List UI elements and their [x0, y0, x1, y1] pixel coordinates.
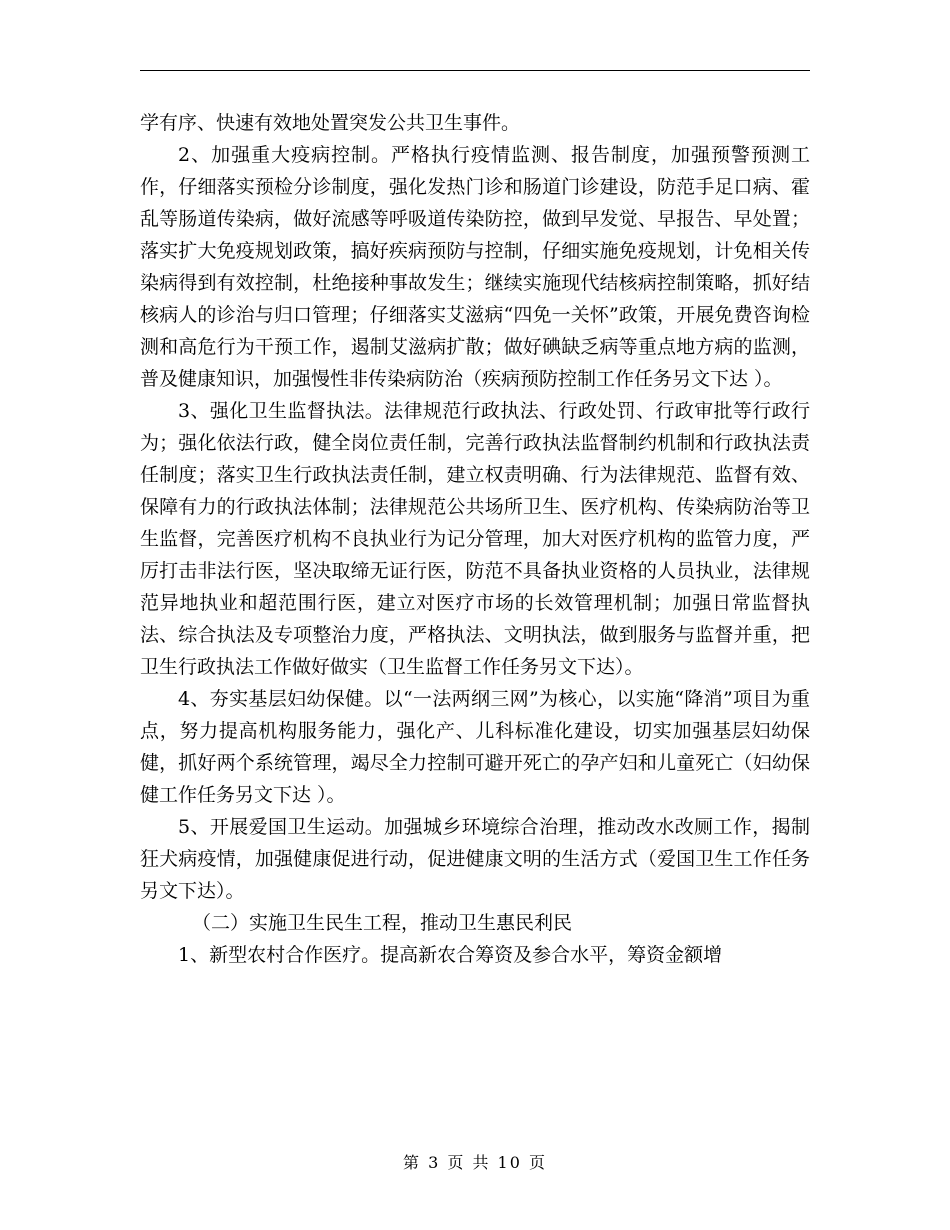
section-heading: （二）实施卫生民生工程，推动卫生惠民利民	[192, 912, 573, 934]
page-number: 第 3 页 共 10 页	[403, 1153, 547, 1172]
body-text	[140, 107, 810, 971]
paragraph-maternal-child-health: 4、夯实基层妇幼保健。以“一法两纲三网”为核心，以实施“降消”项目为重点，努力提高机构服务能力，强化产、儿科标准化建设，切实加强基层妇幼保健，抓好两个系统管理，竭尽全力控制可避开死亡的孕产妇和儿童死亡（妇幼保健工作任务另文下达 ）。	[140, 688, 810, 806]
paragraph-disease-control: 2、加强重大疫病控制。严格执行疫情监测、报告制度，加强预警预测工作，仔细落实预检分诊制度，强化发热门诊和肠道门诊建设，防范手足口病、霍乱等肠道传染病，做好流感等呼吸道传染防控，做到早发觉、早报告、早处置；落实扩大免疫规划政策，搞好疾病预防与控制，仔细实施免疫规划，计免相关传染病得到有效控制，杜绝接种事故发生；继续实施现代结核病控制策略，抓好结核病人的诊治与归口管理；仔细落实艾滋病“四免一关怀”政策，开展免费咨询检测和高危行为干预工作，遏制艾滋病扩散；做好碘缺乏病等重点地方病的监测，普及健康知识，加强慢性非传染病防治（疾病预防控制工作任务另文下达 ）。	[140, 144, 810, 390]
paragraph-patriotic-health: 5、开展爱国卫生运动。加强城乡环境综合治理，推动改水改厕工作，揭制狂犬病疫情，加强健康促进行动，促进健康文明的生活方式（爱国卫生工作任务另文下达）。	[140, 816, 810, 902]
paragraph-health-supervision: 3、强化卫生监督执法。法律规范行政执法、行政处罚、行政审批等行政行为；强化依法行政，健全岗位责任制，完善行政执法监督制约机制和行政执法责任制度；落实卫生行政执法责任制，建立权责明确、行为法律规范、监督有效、保障有力的行政执法体制；法律规范公共场所卫生、医疗机构、传染病防治等卫生监督，完善医疗机构不良执业行为记分管理，加大对医疗机构的监管力度，严厉打击非法行医，坚决取缔无证行医，防范不具备执业资格的人员执业，法律规范异地执业和超范围行医，建立对医疗市场的长效管理机制；加强日常监督执法、综合执法及专项整治力度，严格执法、文明执法，做到服务与监督并重，把卫生行政执法工作做好做实（卫生监督工作任务另文下达）。	[140, 400, 810, 678]
header-rule	[140, 70, 810, 71]
paragraph-continuation: 学有序、快速有效地处置突发公共卫生事件。	[140, 112, 521, 134]
paragraph-rural-cooperative-medical: 1、新型农村合作医疗。提高新农合筹资及参合水平，筹资金额增	[178, 944, 723, 966]
